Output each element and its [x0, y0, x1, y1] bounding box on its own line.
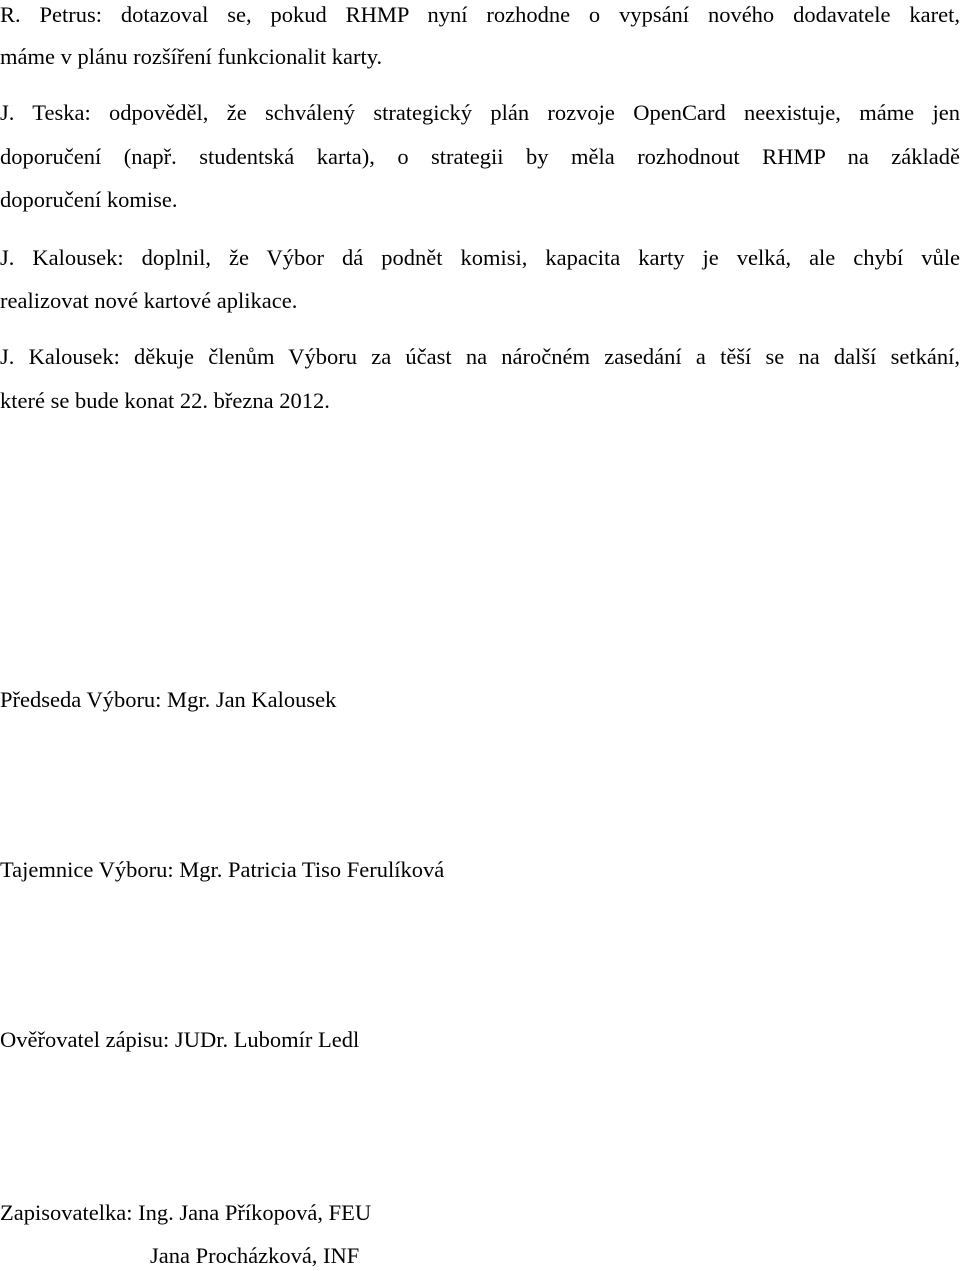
- text-line: realizovat nové kartové aplikace.: [0, 288, 298, 313]
- text-line: doporučení komise.: [0, 187, 178, 212]
- signature-verifier: Ověřovatel zápisu: JUDr. Lubomír Ledl: [0, 1027, 360, 1052]
- text-line: J. Kalousek: děkuje členům Výboru za účast na náročném zasedání a těší se na další setkání,: [0, 344, 960, 369]
- signature-secretary: Tajemnice Výboru: Mgr. Patricia Tiso Ferulíková: [0, 857, 445, 882]
- text-line: máme v plánu rozšíření funkcionalit karty.: [0, 44, 383, 69]
- text-line: J. Teska: odpověděl, že schválený strategický plán rozvoje OpenCard neexistuje, máme jen: [0, 100, 960, 125]
- signature-recorder-2: Jana Procházková, INF: [150, 1243, 360, 1268]
- text-line: R. Petrus: dotazoval se, pokud RHMP nyní rozhodne o vypsání nového dodavatele karet,: [0, 2, 960, 27]
- text-line: doporučení (např. studentská karta), o strategii by měla rozhodnout RHMP na základě: [0, 144, 960, 169]
- signature-chair: Předseda Výboru: Mgr. Jan Kalousek: [0, 687, 337, 712]
- text-line: J. Kalousek: doplnil, že Výbor dá podnět komisi, kapacita karty je velká, ale chybí vůle: [0, 245, 960, 270]
- signature-recorder: Zapisovatelka: Ing. Jana Příkopová, FEU: [0, 1200, 372, 1225]
- text-line: které se bude konat 22. března 2012.: [0, 388, 330, 413]
